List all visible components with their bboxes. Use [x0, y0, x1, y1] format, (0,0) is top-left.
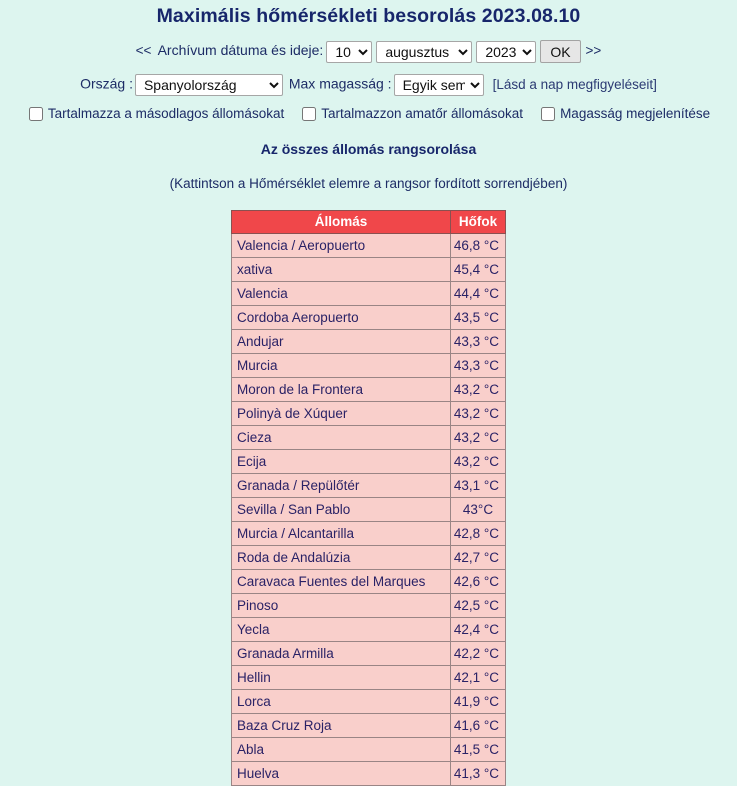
secondary-stations-checkbox[interactable] [29, 107, 43, 121]
checkbox-row [0, 106, 737, 121]
cell-temperature: 42,4 °C [451, 618, 506, 642]
cell-temperature: 43,2 °C [451, 378, 506, 402]
section-heading: Az összes állomás rangsorolása [260, 141, 477, 157]
cell-temperature: 43,3 °C [451, 330, 506, 354]
checkbox-secondary-stations[interactable] [29, 106, 284, 121]
cell-station: Sevilla / San Pablo [232, 498, 451, 522]
cell-station: Polinyà de Xúquer [232, 402, 451, 426]
cell-station: Hellin [232, 666, 451, 690]
amateur-stations-label[interactable]: Tartalmazzon amatőr állomásokat [321, 106, 524, 121]
table-row [232, 354, 506, 378]
country-label: Ország : [80, 75, 133, 92]
cell-station: Ecija [232, 450, 451, 474]
table-row [232, 570, 506, 594]
country-select[interactable] [135, 74, 283, 96]
column-header-station[interactable]: Állomás [232, 211, 451, 234]
checkbox-show-altitude[interactable] [541, 106, 710, 121]
day-select[interactable] [326, 41, 372, 63]
cell-station: Huelva [232, 762, 451, 786]
table-row [232, 690, 506, 714]
table-row [232, 282, 506, 306]
next-day-button[interactable]: >> [585, 43, 602, 59]
day-observation-link[interactable]: [Lásd a nap megfigyeléseit] [492, 76, 657, 92]
table-row [232, 234, 506, 258]
archive-date-row [0, 40, 737, 63]
cell-temperature: 41,6 °C [451, 714, 506, 738]
table-row [232, 546, 506, 570]
table-row [232, 714, 506, 738]
ok-button[interactable]: OK [540, 40, 580, 63]
cell-temperature: 43,3 °C [451, 354, 506, 378]
table-row [232, 474, 506, 498]
table-row [232, 522, 506, 546]
table-row [232, 330, 506, 354]
cell-temperature: 44,4 °C [451, 282, 506, 306]
table-row [232, 594, 506, 618]
column-header-temperature[interactable]: Hőfok [451, 211, 506, 234]
cell-station: Caravaca Fuentes del Marques [232, 570, 451, 594]
cell-station: Andujar [232, 330, 451, 354]
cell-station: Roda de Andalúzia [232, 546, 451, 570]
archive-date-label: Archívum dátuma és ideje: [157, 42, 324, 59]
cell-station: Cordoba Aeropuerto [232, 306, 451, 330]
cell-station: xativa [232, 258, 451, 282]
page-title: Maximális hőmérsékleti besorolás 2023.08.10 [156, 5, 581, 27]
ranking-table-body [232, 234, 506, 786]
cell-station: Granada / Repülőtér [232, 474, 451, 498]
cell-temperature: 42,5 °C [451, 594, 506, 618]
cell-temperature: 41,3 °C [451, 762, 506, 786]
table-row [232, 426, 506, 450]
cell-station: Lorca [232, 690, 451, 714]
month-select[interactable] [376, 41, 472, 63]
table-row [232, 306, 506, 330]
cell-temperature: 41,5 °C [451, 738, 506, 762]
altitude-label: Max magasság : [288, 75, 392, 92]
table-row [232, 378, 506, 402]
table-row [232, 258, 506, 282]
prev-day-button[interactable]: << [135, 43, 152, 59]
secondary-stations-label[interactable]: Tartalmazza a másodlagos állomásokat [47, 106, 285, 121]
cell-temperature: 43,2 °C [451, 450, 506, 474]
altitude-select[interactable] [394, 74, 484, 96]
table-row [232, 642, 506, 666]
year-select[interactable] [476, 41, 536, 63]
amateur-stations-checkbox[interactable] [302, 107, 316, 121]
cell-temperature: 43,2 °C [451, 426, 506, 450]
table-row [232, 450, 506, 474]
cell-temperature: 42,8 °C [451, 522, 506, 546]
filters-row [0, 74, 737, 96]
cell-temperature: 41,9 °C [451, 690, 506, 714]
ranking-table-wrap [0, 210, 737, 786]
ranking-table [231, 210, 506, 786]
cell-temperature: 43°C [451, 498, 506, 522]
section-hint: (Kattintson a Hőmérséklet elemre a rangsor fordított sorrendjében) [169, 176, 568, 191]
cell-station: Valencia / Aeropuerto [232, 234, 451, 258]
cell-temperature: 43,1 °C [451, 474, 506, 498]
table-header-row [232, 211, 506, 234]
cell-station: Cieza [232, 426, 451, 450]
cell-station: Abla [232, 738, 451, 762]
table-row [232, 666, 506, 690]
show-altitude-label[interactable]: Magasság megjelenítése [560, 106, 711, 121]
cell-station: Murcia [232, 354, 451, 378]
cell-station: Granada Armilla [232, 642, 451, 666]
cell-temperature: 42,7 °C [451, 546, 506, 570]
show-altitude-checkbox[interactable] [541, 107, 555, 121]
ranking-table-head [232, 211, 506, 234]
cell-temperature: 42,6 °C [451, 570, 506, 594]
cell-station: Pinoso [232, 594, 451, 618]
cell-station: Baza Cruz Roja [232, 714, 451, 738]
cell-station: Moron de la Frontera [232, 378, 451, 402]
table-row [232, 618, 506, 642]
cell-temperature: 42,1 °C [451, 666, 506, 690]
checkbox-amateur-stations[interactable] [302, 106, 523, 121]
cell-temperature: 43,2 °C [451, 402, 506, 426]
cell-temperature: 46,8 °C [451, 234, 506, 258]
cell-station: Valencia [232, 282, 451, 306]
table-row [232, 762, 506, 786]
table-row [232, 498, 506, 522]
cell-temperature: 43,5 °C [451, 306, 506, 330]
cell-temperature: 45,4 °C [451, 258, 506, 282]
cell-temperature: 42,2 °C [451, 642, 506, 666]
cell-station: Yecla [232, 618, 451, 642]
cell-station: Murcia / Alcantarilla [232, 522, 451, 546]
table-row [232, 738, 506, 762]
table-row [232, 402, 506, 426]
